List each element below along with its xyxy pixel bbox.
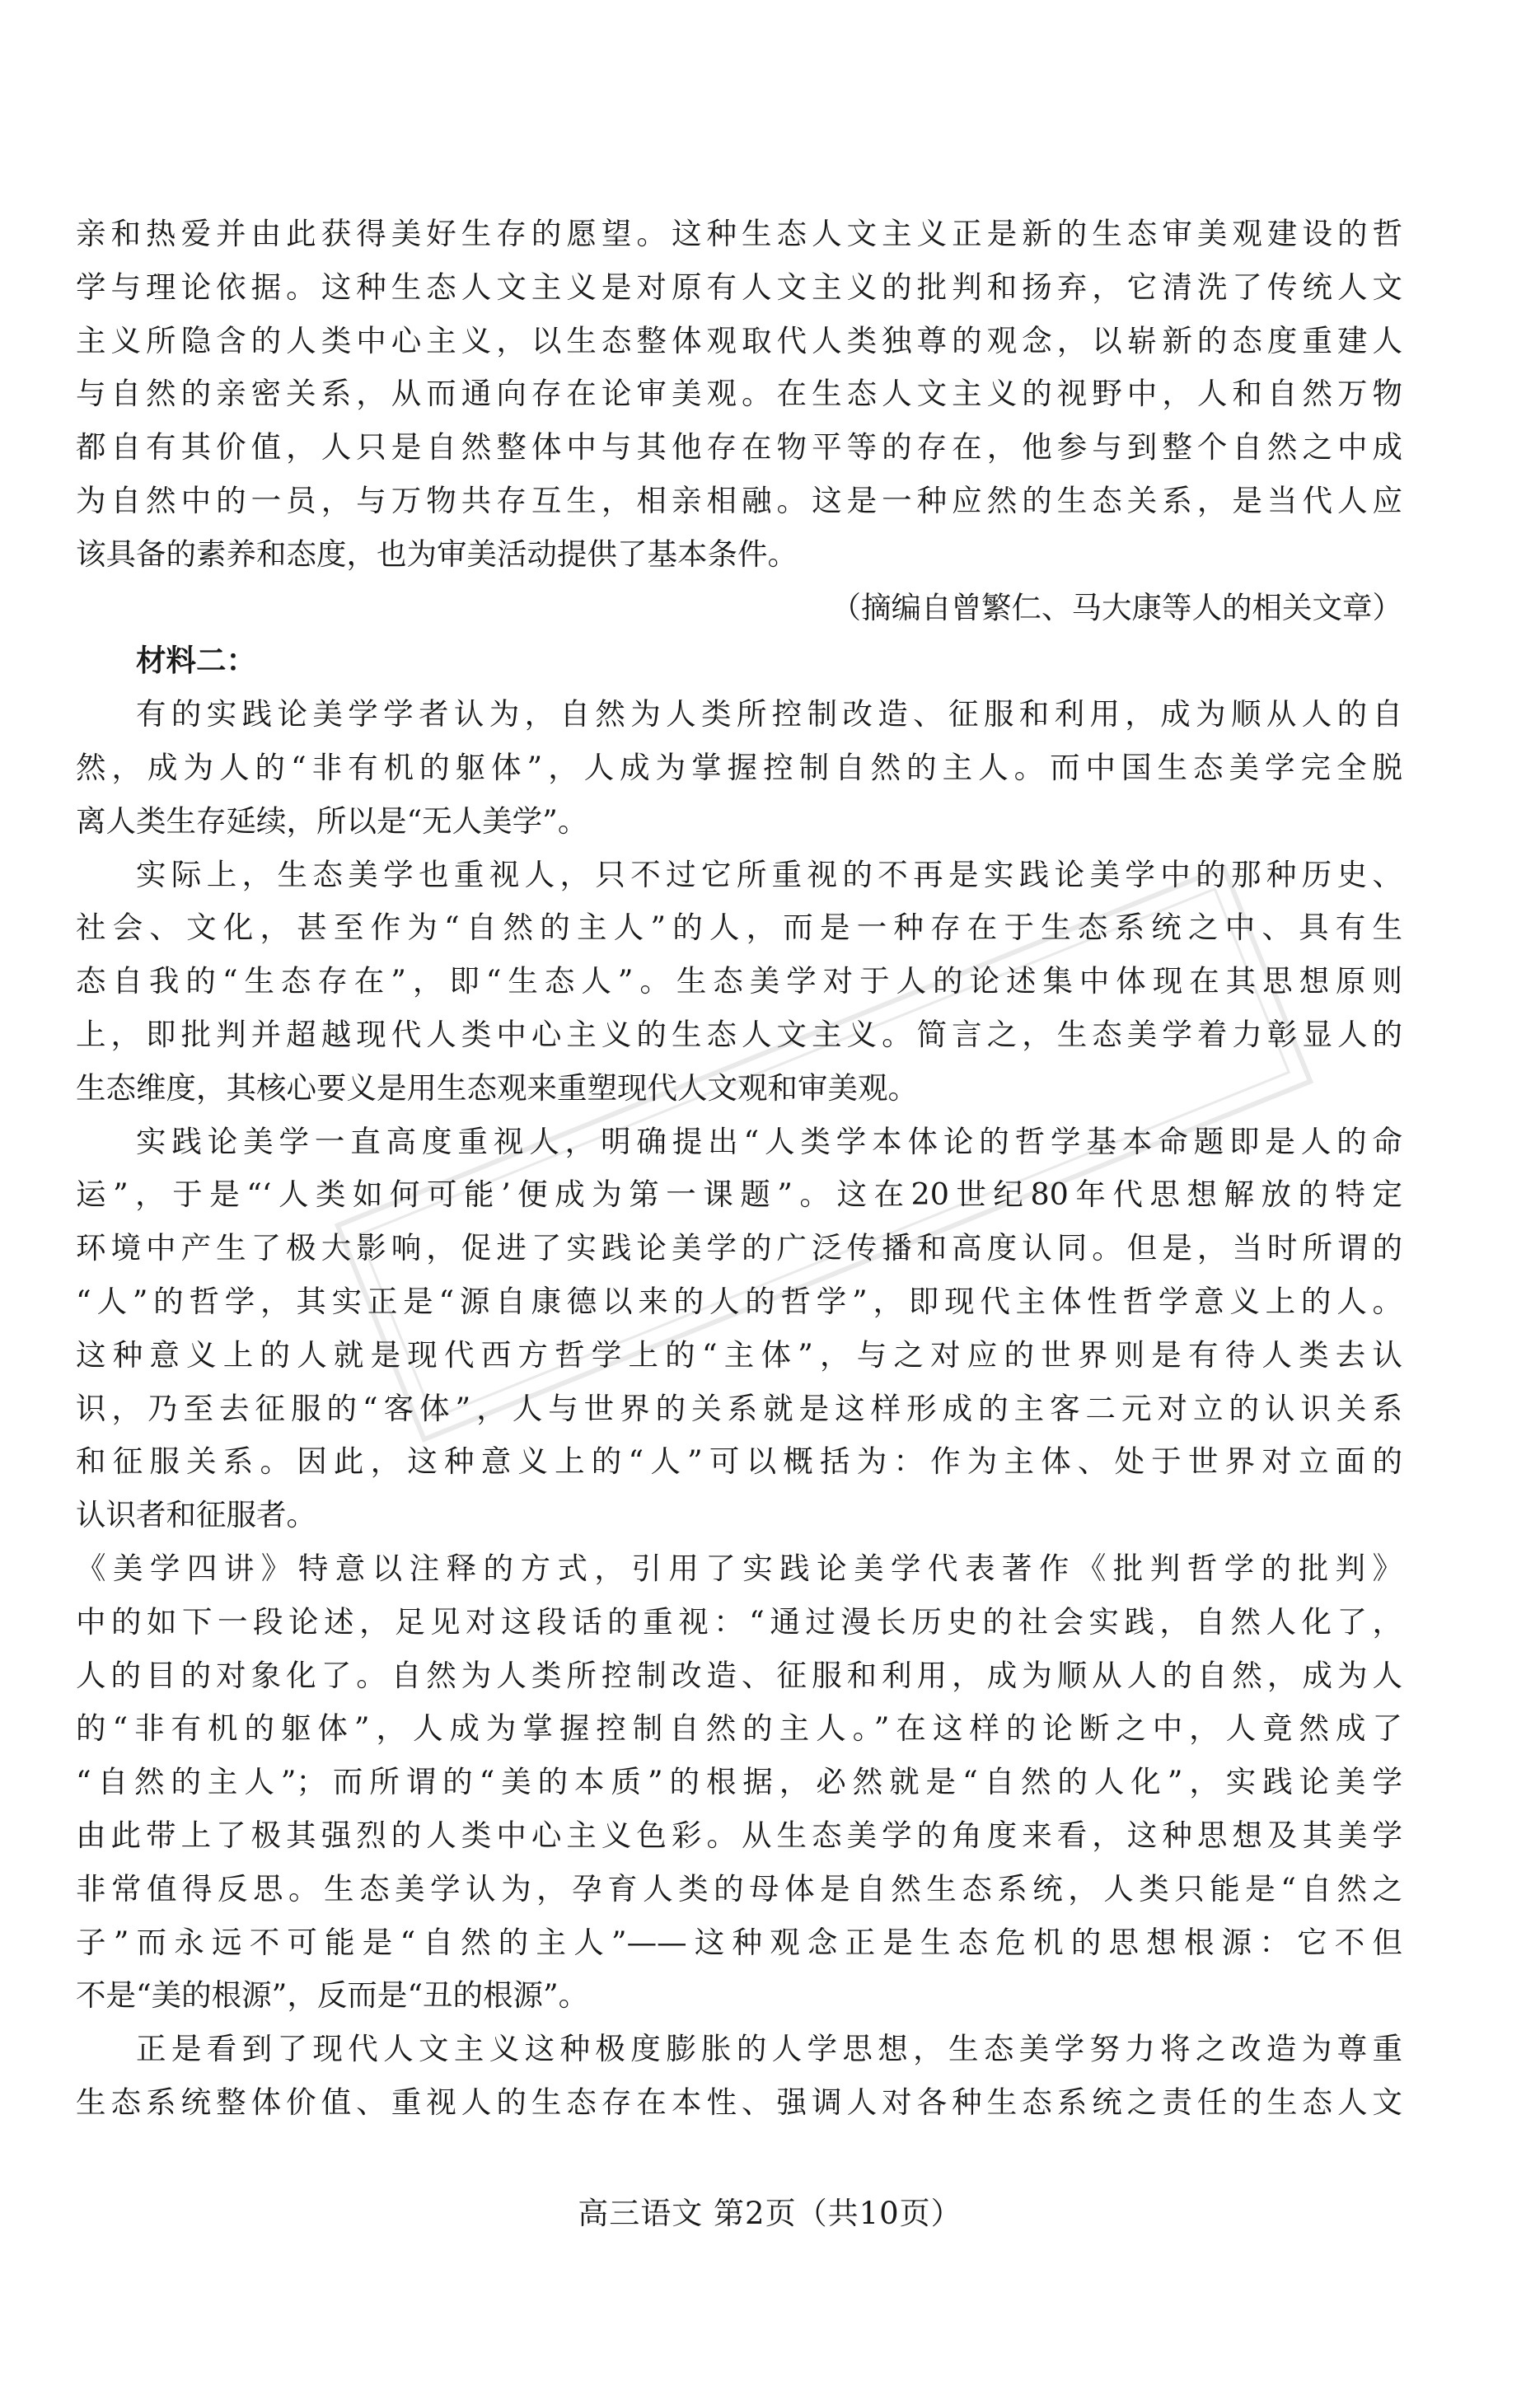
text-line: “自然的主人”；而所谓的“美的本质”的根据，必然就是“自然的人化”，实践论美学 [76, 1764, 1402, 1800]
text-line: 实践论美学一直高度重视人，明确提出“人类学本体论的哲学基本命题即是人的命 [136, 1123, 1402, 1159]
text-line: 实际上，生态美学也重视人，只不过它所重视的不再是实践论美学中的那种历史、 [136, 856, 1402, 892]
paragraph-m2p4 [76, 1542, 1402, 2023]
text-line: 《美学四讲》特意以注释的方式，引用了实践论美学代表著作《批判哲学的批判》 [76, 1550, 1402, 1586]
text-line: 然，成为人的“非有机的躯体”，人成为掌握控制自然的主人。而中国生态美学完全脱 [76, 749, 1402, 785]
source-citation: （摘编自曾繁仁、马大康等人的相关文章） [831, 589, 1402, 625]
page-footer: 高三语文 第2页（共10页） [578, 2196, 962, 2231]
text-line: 非常值得反思。生态美学认为，孕育人类的母体是自然生态系统，人类只能是“自然之 [76, 1870, 1402, 1906]
text-line: 中的如下一段论述，足见对这段话的重视：“通过漫长历史的社会实践，自然人化了， [76, 1603, 1402, 1640]
text-line: 为自然中的一员，与万物共存互生，相亲相融。这是一种应然的生态关系，是当代人应 [76, 482, 1402, 518]
text-line: 亲和热爱并由此获得美好生存的愿望。这种生态人文主义正是新的生态审美观建设的哲 [76, 216, 1402, 251]
material-two-heading: 材料二： [136, 643, 256, 679]
text-line: 人的目的对象化了。自然为人类所控制改造、征服和利用，成为顺从人的自然，成为人 [76, 1657, 1402, 1693]
text-line: 正是看到了现代人文主义这种极度膨胀的人学思想，生态美学努力将之改造为尊重 [136, 2031, 1402, 2067]
text-line: 学与理论依据。这种生态人文主义是对原有人文主义的批判和扬弃，它清洗了传统人文 [76, 269, 1402, 305]
exam-page-body [76, 208, 1402, 2130]
text-line: 由此带上了极其强烈的人类中心主义色彩。从生态美学的角度来看，这种思想及其美学 [76, 1817, 1402, 1853]
text-line: 生态维度，其核心要义是用生态观来重塑现代人文观和审美观。 [76, 1069, 918, 1106]
text-line: 该具备的素养和态度，也为审美活动提供了基本条件。 [76, 536, 798, 572]
text-line: 不是“美的根源”，反而是“丑的根源”。 [76, 1977, 589, 2014]
text-line: 上，即批判并超越现代人类中心主义的生态人文主义。简言之，生态美学着力彰显人的 [76, 1016, 1402, 1052]
text-line: 离人类生存延续，所以是“无人美学”。 [76, 802, 588, 839]
text-line: 这种意义上的人就是现代西方哲学上的“主体”，与之对应的世界则是有待人类去认 [76, 1336, 1402, 1373]
text-line: “人”的哲学，其实正是“源自康德以来的人的哲学”，即现代主体性哲学意义上的人。 [76, 1283, 1402, 1319]
paragraph-m2p1 [76, 688, 1402, 848]
paragraph-m2p5 [76, 2023, 1402, 2130]
paragraph-m2p3 [76, 1116, 1402, 1542]
text-line: 的“非有机的躯体”，人成为掌握控制自然的主人。”在这样的论断之中，人竟然成了 [76, 1710, 1402, 1747]
text-line: 与自然的亲密关系，从而通向存在论审美观。在生态人文主义的视野中，人和自然万物 [76, 376, 1402, 412]
text-line: 都自有其价值，人只是自然整体中与其他存在物平等的存在，他参与到整个自然之中成 [76, 429, 1402, 466]
text-line: 态自我的“生态存在”，即“生态人”。生态美学对于人的论述集中体现在其思想原则 [76, 963, 1402, 999]
text-line: 认识者和征服者。 [76, 1497, 316, 1533]
text-line: 有的实践论美学学者认为，自然为人类所控制改造、征服和利用，成为顺从人的自 [136, 696, 1402, 732]
text-line: 生态系统整体价值、重视人的生态存在本性、强调人对各种生态系统之责任的生态人文 [76, 2084, 1402, 2120]
paragraph-material-one-end [76, 208, 1402, 582]
text-line: 识，乃至去征服的“客体”，人与世界的关系就是这样形成的主客二元对立的认识关系 [76, 1390, 1402, 1426]
text-line: 社会、文化，甚至作为“自然的主人”的人，而是一种存在于生态系统之中、具有生 [76, 910, 1402, 946]
text-line: 环境中产生了极大影响，促进了实践论美学的广泛传播和高度认同。但是，当时所谓的 [76, 1230, 1402, 1266]
paragraph-m2p2 [76, 849, 1402, 1116]
text-line: 子”而永远不可能是“自然的主人”——这种观念正是生态危机的思想根源：它不但 [76, 1924, 1402, 1960]
text-line: 主义所隐含的人类中心主义，以生态整体观取代人类独尊的观念，以崭新的态度重建人 [76, 322, 1402, 358]
text-line: 和征服关系。因此，这种意义上的“人”可以概括为：作为主体、处于世界对立面的 [76, 1443, 1402, 1480]
text-line: 运”，于是“‘人类如何可能’便成为第一课题”。这在20世纪80年代思想解放的特定 [76, 1177, 1402, 1213]
